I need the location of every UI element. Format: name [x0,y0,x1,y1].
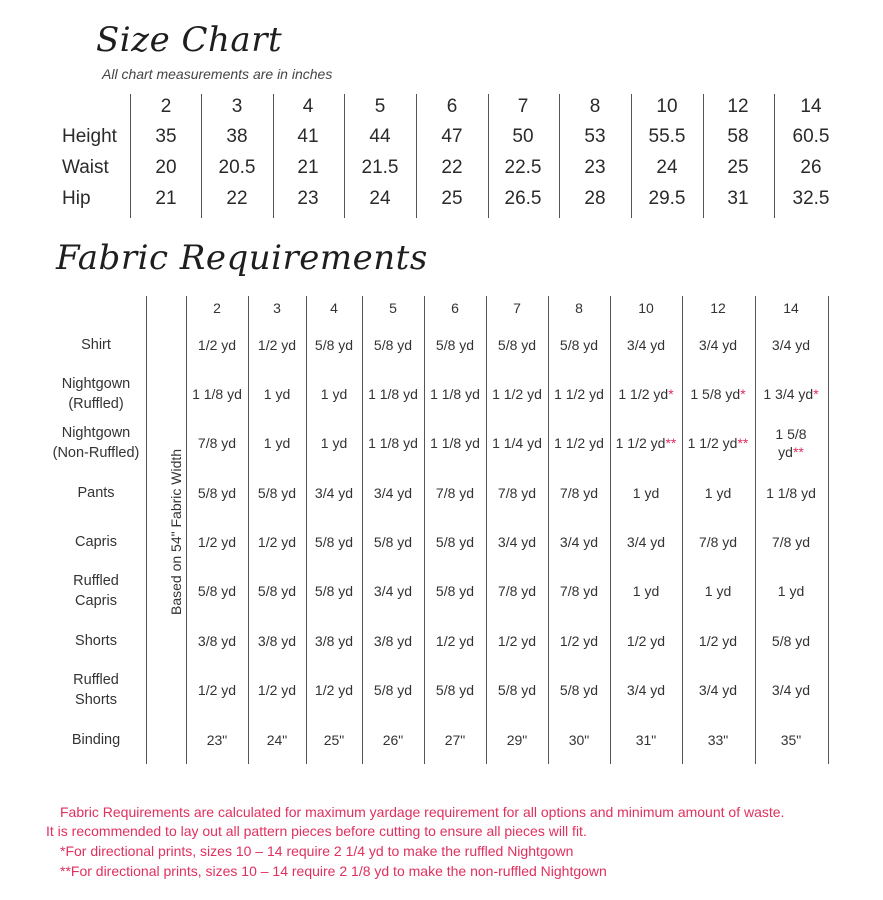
fabric-row-label-line: Shorts [75,692,117,708]
fabric-value [682,681,754,699]
fabric-value-text: 1/2 yd [197,682,237,698]
fabric-value [610,484,682,502]
fabric-value-text: 3/4 yd [626,682,666,698]
fabric-value [755,681,827,699]
fabric-value-line [682,336,754,354]
fabric-value-line [610,484,682,502]
asterisk-mark: ** [737,435,749,451]
fabric-value-text: 5/8 yd [197,485,237,501]
fabric-size-header: 4 [330,300,338,316]
fabric-value-text: 1 yd [632,583,660,599]
fabric-value-text: 1/2 yd [435,633,475,649]
fabric-size-header: 14 [783,300,799,316]
fabric-row-label [40,335,152,355]
fabric-value-text: 7/8 yd [771,534,811,550]
fabric-value-text: 1 1/4 yd [492,435,542,451]
fabric-value-line [682,582,754,600]
size-value: 21 [155,188,177,209]
fabric-row-label-line: Ruffled [73,672,119,688]
size-value: 44 [369,126,391,147]
fabric-value-text: 5/8 yd [435,682,475,698]
size-chart-divider [344,94,345,218]
fabric-value [755,425,827,461]
fabric-value-text: 5/8 yd [771,633,811,649]
size-chart-subtitle: All chart measurements are in inches [102,66,333,82]
fabric-value-text: 1/2 yd [197,534,237,550]
fabric-value-text: 7/8 yd [497,583,537,599]
size-value: 21.5 [361,157,399,178]
size-value: 22 [226,188,248,209]
size-value: 28 [584,188,606,209]
fabric-row-label [40,670,152,710]
fabric-value [682,582,754,600]
fabric-value-line [543,533,615,551]
fabric-value-line [543,484,615,502]
fabric-value-line [543,681,615,699]
fabric-value-text: 1/2 yd [626,633,666,649]
fabric-value-line [543,336,615,354]
fabric-value-text: 1 1/8 yd [192,386,242,402]
footnote-line: **For directional prints, sizes 10 – 14 require 2 1/8 yd to make the non-ruffled Nightgown [60,863,607,879]
fabric-value [543,434,615,452]
fabric-value-line [610,336,682,354]
footnote-line: *For directional prints, sizes 10 – 14 require 2 1/4 yd to make the ruffled Nightgown [60,843,574,859]
fabric-value-text: 5/8 yd [435,337,475,353]
size-header: 6 [446,96,458,117]
fabric-value-text: 3/4 yd [698,337,738,353]
fabric-value [682,533,754,551]
fabric-value-text: 3/4 yd [771,682,811,698]
fabric-value-text: 5/8 yd [435,534,475,550]
fabric-width-note: Based on 54" Fabric Width [168,448,184,615]
fabric-value [543,336,615,354]
fabric-row-label-line: Pants [77,485,115,501]
fabric-value-line [610,533,682,551]
fabric-value-line [682,484,754,502]
size-header: 10 [656,96,678,117]
fabric-row-label-line: Capris [75,593,117,609]
fabric-value-text: 3/4 yd [497,534,537,550]
fabric-value-line [755,533,827,551]
size-value: 20.5 [218,157,256,178]
fabric-value [682,336,754,354]
size-row-label: Height [62,126,117,147]
fabric-value-text: 3/8 yd [373,633,413,649]
fabric-value [755,533,827,551]
size-value: 22.5 [504,157,542,178]
fabric-value-text: 5/8 yd [373,337,413,353]
fabric-value-text: 1 1/8 yd [766,485,816,501]
fabric-size-header: 7 [513,300,521,316]
fabric-value-text: 33" [707,732,729,748]
fabric-value-line [682,385,754,403]
fabric-value [543,681,615,699]
fabric-value-line [682,731,754,749]
fabric-value-text: 3/4 yd [626,337,666,353]
fabric-size-header: 10 [638,300,654,316]
size-value: 53 [584,126,606,147]
fabric-value-text: 1 1/8 yd [368,386,418,402]
fabric-value-text: 5/8 yd [559,682,599,698]
fabric-value-line [610,731,682,749]
fabric-row-label [40,423,152,463]
fabric-row-label-line: Shirt [81,337,111,353]
fabric-value-text: 3/4 yd [559,534,599,550]
fabric-value [543,385,615,403]
size-value: 47 [441,126,463,147]
fabric-value-text: 1 1/2 yd [554,435,604,451]
size-header: 14 [800,96,822,117]
fabric-value [755,336,827,354]
fabric-value-text: 1/2 yd [497,633,537,649]
size-header: 7 [517,96,529,117]
fabric-row-label-line: Nightgown [61,425,131,441]
fabric-value-line [543,731,615,749]
fabric-value [755,385,827,403]
fabric-value [543,484,615,502]
fabric-value-text: 3/4 yd [626,534,666,550]
size-value: 29.5 [648,188,686,209]
size-value: 24 [369,188,391,209]
fabric-value-text: 3/4 yd [771,337,811,353]
fabric-value-text: 1 5/8 yd [690,386,741,402]
fabric-value [755,731,827,749]
fabric-size-header: 2 [213,300,221,316]
fabric-row-label-line: (Non-Ruffled) [52,445,140,461]
fabric-value-text: 3/8 yd [197,633,237,649]
size-chart-divider [559,94,560,218]
fabric-value-text: 5/8 yd [257,583,297,599]
footnote-line: Fabric Requirements are calculated for maximum yardage requirement for all options and minimum amount of waste. [60,804,785,820]
fabric-value-line [610,681,682,699]
size-value: 24 [656,157,678,178]
size-header: 2 [160,96,172,117]
fabric-value [610,731,682,749]
fabric-row-label [40,483,152,503]
fabric-value-text: 3/4 yd [373,583,413,599]
size-value: 26 [800,157,822,178]
fabric-row-label-line: Capris [75,534,117,550]
size-value: 38 [226,126,248,147]
fabric-value-text: 7/8 yd [197,435,237,451]
fabric-value-text: 7/8 yd [497,485,537,501]
size-header: 5 [374,96,386,117]
fabric-value [610,385,682,403]
size-row-label: Hip [62,188,91,209]
fabric-value [543,533,615,551]
fabric-value-text: 1/2 yd [559,633,599,649]
fabric-row-label-line: (Ruffled) [68,396,124,412]
fabric-value [682,385,754,403]
fabric-value-line [755,385,827,403]
fabric-value [543,632,615,650]
size-value: 32.5 [792,188,830,209]
fabric-value [610,336,682,354]
fabric-value [610,632,682,650]
fabric-value-line [755,681,827,699]
fabric-value-text: 7/8 yd [559,583,599,599]
fabric-value-text: 24" [266,732,288,748]
fabric-value-text: 1/2 yd [314,682,354,698]
fabric-value-text: 3/4 yd [373,485,413,501]
fabric-size-header: 6 [451,300,459,316]
fabric-value-text: 5/8 yd [497,337,537,353]
fabric-value [610,434,682,452]
asterisk-mark: ** [792,444,804,460]
fabric-value-text: 3/4 yd [698,682,738,698]
fabric-value-text: 29" [506,732,528,748]
asterisk-mark: * [740,386,746,402]
fabric-value-text: 1 1/8 yd [368,435,418,451]
fabric-value [610,582,682,600]
fabric-value-text: 1/2 yd [257,337,297,353]
size-value: 20 [155,157,177,178]
fabric-size-header: 8 [575,300,583,316]
size-chart-divider [774,94,775,218]
fabric-value-line [755,484,827,502]
fabric-value-line [755,582,827,600]
size-value: 22 [441,157,463,178]
fabric-value-line [682,434,754,452]
size-value: 25 [441,188,463,209]
fabric-value-text: 1 yd [777,583,805,599]
size-chart-divider [416,94,417,218]
fabric-value-line [755,731,827,749]
fabric-row-label [40,571,152,611]
fabric-value-line [610,582,682,600]
fabric-value [755,484,827,502]
fabric-value-text: 5/8 yd [373,682,413,698]
fabric-value [610,681,682,699]
size-chart-divider [201,94,202,218]
fabric-size-header: 5 [389,300,397,316]
fabric-value-text: 1/2 yd [698,633,738,649]
fabric-row-label-line: Ruffled [73,573,119,589]
fabric-value-text: 5/8 yd [257,485,297,501]
fabric-value-text: 3/8 yd [314,633,354,649]
fabric-value [543,582,615,600]
fabric-value [682,632,754,650]
fabric-value-text: 1 yd [263,386,291,402]
fabric-value-text: 5/8 yd [314,337,354,353]
fabric-value-text: 23" [206,732,228,748]
fabric-value-line [610,385,682,403]
fabric-size-header: 3 [273,300,281,316]
fabric-value-text: yd [778,444,793,460]
fabric-row-label-line: Nightgown [61,376,131,392]
size-value: 25 [727,157,749,178]
fabric-value-text: 1 1/2 yd [687,435,738,451]
fabric-row-label-line: Binding [71,732,121,748]
fabric-value-text: 27" [444,732,466,748]
fabric-value-line [682,632,754,650]
size-value: 55.5 [648,126,686,147]
fabric-requirements-title: Fabric Requirements [56,238,428,278]
size-header: 12 [727,96,749,117]
fabric-value-text: 1 1/2 yd [615,435,666,451]
size-value: 35 [155,126,177,147]
asterisk-mark: * [813,386,819,402]
fabric-value-line [682,681,754,699]
fabric-value-text: 1/2 yd [257,682,297,698]
fabric-value-text: 7/8 yd [698,534,738,550]
fabric-value-text: 26" [382,732,404,748]
fabric-value-text: 1 yd [632,485,660,501]
size-header: 8 [589,96,601,117]
fabric-row-label [40,730,152,750]
size-header: 4 [302,96,314,117]
size-value: 60.5 [792,126,830,147]
fabric-value-text: 7/8 yd [559,485,599,501]
footnote-line: It is recommended to lay out all pattern pieces before cutting to ensure all pieces will fit. [46,823,587,839]
fabric-value [543,731,615,749]
asterisk-mark: * [668,386,674,402]
size-value: 21 [297,157,319,178]
asterisk-mark: ** [665,435,677,451]
size-chart-title: Size Chart [96,20,283,60]
fabric-value-text: 7/8 yd [435,485,475,501]
size-chart-divider [631,94,632,218]
size-row-label: Waist [62,157,109,178]
fabric-value-line [755,425,827,443]
size-value: 50 [512,126,534,147]
fabric-value-text: 1 1/2 yd [618,386,669,402]
fabric-row-label-line: Shorts [75,633,117,649]
fabric-value-text: 1 1/2 yd [554,386,604,402]
fabric-value-text: 5/8 yd [373,534,413,550]
fabric-size-header: 12 [710,300,726,316]
fabric-value-text: 1 yd [704,485,732,501]
fabric-value-text: 5/8 yd [497,682,537,698]
fabric-row-label [40,532,152,552]
fabric-value [755,582,827,600]
fabric-value-text: 1 1/8 yd [430,386,480,402]
fabric-value-text: 5/8 yd [197,583,237,599]
fabric-value-text: 1 yd [704,583,732,599]
fabric-value-text: 1/2 yd [257,534,297,550]
fabric-value [682,484,754,502]
fabric-value-text: 30" [568,732,590,748]
fabric-value-text: 35" [780,732,802,748]
fabric-value-text: 3/8 yd [257,633,297,649]
fabric-value-text: 1 5/8 [775,426,807,442]
fabric-value-text: 5/8 yd [559,337,599,353]
fabric-table-divider [828,296,829,764]
fabric-value-text: 5/8 yd [314,583,354,599]
fabric-value-line [543,385,615,403]
fabric-value-line [610,632,682,650]
fabric-value-line [543,434,615,452]
fabric-value-text: 1 yd [320,435,348,451]
fabric-value-line [610,434,682,452]
fabric-value-line [543,582,615,600]
fabric-value-line [755,632,827,650]
fabric-value-text: 25" [323,732,345,748]
fabric-value-line [682,533,754,551]
size-value: 23 [297,188,319,209]
fabric-value [682,731,754,749]
fabric-value-text: 1 1/2 yd [492,386,542,402]
fabric-value-text: 1 yd [320,386,348,402]
fabric-value-text: 5/8 yd [435,583,475,599]
fabric-value [755,632,827,650]
size-value: 26.5 [504,188,542,209]
fabric-row-label [40,374,152,414]
fabric-value-text: 1 3/4 yd [763,386,814,402]
size-header: 3 [231,96,243,117]
size-value: 23 [584,157,606,178]
fabric-value-text: 31" [635,732,657,748]
size-value: 58 [727,126,749,147]
fabric-row-label [40,631,152,651]
fabric-value [610,533,682,551]
fabric-value-text: 5/8 yd [314,534,354,550]
fabric-value-text: 1 1/8 yd [430,435,480,451]
fabric-value [682,434,754,452]
fabric-value-text: 1/2 yd [197,337,237,353]
fabric-value-text: 1 yd [263,435,291,451]
fabric-value-line [755,443,827,461]
size-value: 31 [727,188,749,209]
fabric-value-line [543,632,615,650]
fabric-value-line [755,336,827,354]
size-chart-divider [130,94,131,218]
fabric-value-text: 3/4 yd [314,485,354,501]
size-value: 41 [297,126,319,147]
